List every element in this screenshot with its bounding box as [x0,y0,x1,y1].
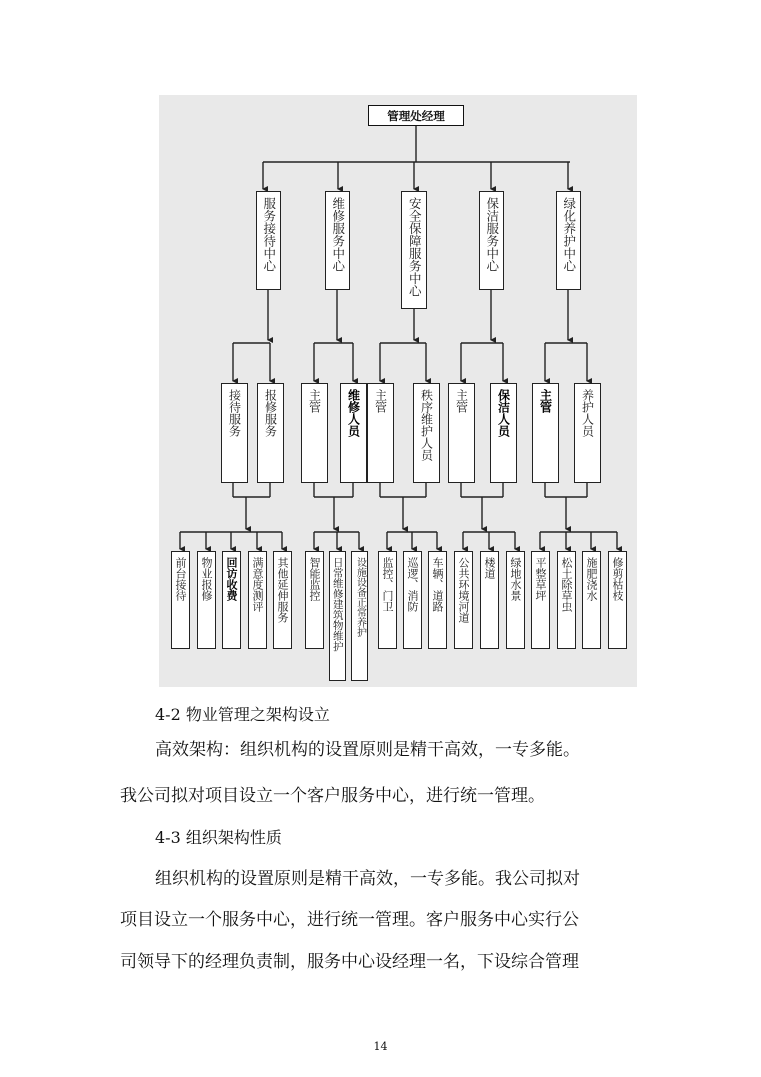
paragraph2-line3: 司领导下的经理负责制，服务中心设经理一名，下设综合管理 [120,952,579,972]
level4-label: 楼道 [483,557,496,579]
level4-facility-upkeep [351,551,368,681]
level4-label: 车辆、道路 [431,557,444,612]
level2-maintenance-center [325,191,350,290]
paragraph1-line2: 我公司拟对项目设立一个客户服务中心，进行统一管理。 [120,786,545,806]
level3-maintenance-staff [340,383,367,483]
paragraph2-line2: 项目设立一个服务中心，进行统一管理。客户服务中心实行公 [120,910,579,930]
org-chart-figure [159,95,637,687]
level4-label: 平整草坪 [534,557,547,601]
level4-corridors [480,551,499,649]
level4-label: 满意度测评 [251,557,264,612]
level3-label: 保洁人员 [496,389,511,437]
level3-repair-service [257,383,284,483]
level2-security-center [401,191,427,309]
level4-label: 物业报修 [200,557,213,601]
level3-label: 维修人员 [346,389,361,437]
level4-label: 巡逻、消防 [406,557,419,612]
level3-label: 主管 [373,389,388,413]
level4-label: 日常维修建筑物维护 [331,557,344,652]
level3-label: 主管 [454,389,469,413]
level3-label: 主管 [538,389,553,413]
level2-label: 绿化养护中心 [561,197,577,272]
root-label: 管理处经理 [387,108,445,123]
level4-callback-fees [222,551,241,649]
level3-greening-staff [574,383,601,483]
level4-label: 回访收费 [225,557,238,601]
level4-label: 松土除草虫 [560,557,573,612]
level4-label: 监控、门卫 [381,557,394,612]
level4-pruning [608,551,627,649]
level3-supervisor [301,383,328,483]
level4-label: 公共环境河道 [457,557,470,623]
chart-root-manager [368,105,464,126]
level2-label: 保洁服务中心 [484,197,500,272]
level3-cleaning-staff [490,383,517,483]
level4-label: 设施设备正常养护 [354,557,366,637]
level4-extended-services [273,551,292,649]
level4-front-desk [171,551,190,649]
level3-label: 养护人员 [580,389,595,437]
level2-label: 维修服务中心 [330,197,346,272]
level4-label: 智能监控 [308,557,321,601]
level4-property-repair [197,551,216,649]
section-heading: 4-3 组织架构性质 [155,828,282,847]
paragraph1-line1: 高效架构：组织机构的设置原则是精干高效，一专多能。 [155,740,580,760]
page-number: 14 [373,1040,388,1053]
level4-satisfaction-survey [248,551,267,649]
level4-smart-monitoring [305,551,324,649]
level3-supervisor [448,383,475,483]
level4-label: 修剪枯枝 [611,557,624,601]
level4-label: 其他延伸服务 [276,557,289,623]
level2-label: 安全保障服务中心 [407,197,423,297]
level2-greening-center [556,191,581,290]
level3-order-staff [413,383,440,483]
level4-level-lawn [531,551,550,649]
level4-daily-building-maintenance [329,551,346,681]
level3-supervisor [367,383,394,483]
level4-label: 绿地水景 [509,557,522,601]
level4-monitoring-guard [378,551,397,649]
level4-fertilize-water [582,551,601,649]
paragraph2-line1: 组织机构的设置原则是精干高效，一专多能。我公司拟对 [155,869,580,889]
level4-label: 前台接待 [174,557,187,601]
level3-label: 报修服务 [263,389,278,437]
level2-cleaning-center [479,191,504,290]
level4-label: 施肥浇水 [585,557,598,601]
level4-patrol-fire [403,551,422,649]
level3-label: 接待服务 [227,389,242,437]
level3-label: 秩序维护人员 [419,389,434,461]
level4-public-environment [454,551,473,649]
level4-vehicles-roads [428,551,447,649]
level3-supervisor [532,383,559,483]
level2-service-reception-center [256,191,281,290]
level4-green-water [506,551,525,649]
figure-caption: 4-2 物业管理之架构设立 [155,705,330,724]
level3-label: 主管 [307,389,322,413]
level2-label: 服务接待中心 [261,197,277,272]
level3-reception-service [221,383,248,483]
level4-weeding [557,551,576,649]
